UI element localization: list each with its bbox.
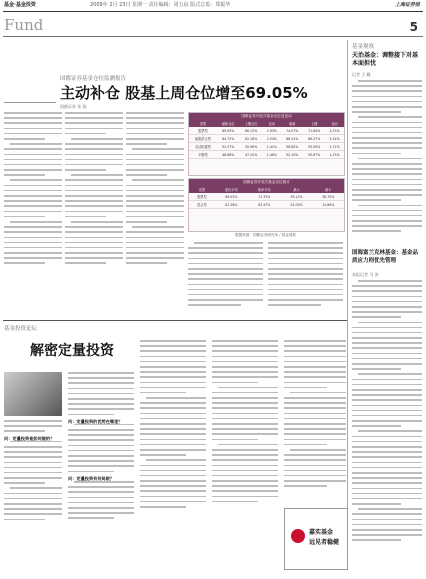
table-1-cell: 2.54% xyxy=(262,135,281,143)
author-photo xyxy=(4,372,62,416)
main-headline: 主动补仓 股基上周仓位增至69.05% xyxy=(60,84,308,102)
table-1-cell: 1.41% xyxy=(262,143,281,151)
table-1-cell: 66.12% xyxy=(240,127,263,135)
table-1-cell: 股票型 xyxy=(189,127,217,135)
main-headline-rule xyxy=(4,86,56,103)
lower-subhead-2: 问：定量投资的优势在哪里？ xyxy=(68,418,123,424)
table-1-header-5: 上期 xyxy=(303,120,325,127)
table-2-header-1: 加权平均 xyxy=(215,186,248,193)
table-1-cell: 平衡型 xyxy=(189,151,217,159)
table-1-header-0: 类型 xyxy=(189,120,217,127)
table-1-header-2: 上期仓位 xyxy=(240,120,263,127)
main-byline: 国都证券 张 翔 xyxy=(60,104,87,109)
side-byline: 记者 王 璐 xyxy=(352,72,371,77)
table-2-cell: 61.28% xyxy=(215,201,248,209)
table-2-row xyxy=(189,193,344,201)
main-text-column-4 xyxy=(188,242,263,312)
lower-right-byline: 本报记者 马 涛 xyxy=(352,272,379,277)
table-2-header-4: 最小 xyxy=(312,186,344,193)
date-line: 2009年 2月 23日 星期一 责任编辑：周五谊 版式总监：郑振华 xyxy=(90,2,231,8)
table-2-row xyxy=(189,201,344,209)
table-2-header-2: 简单平均 xyxy=(248,186,281,193)
table-2-cell: 12.66% xyxy=(312,201,344,209)
table-2-cell: 混合型 xyxy=(189,201,215,209)
section-rule xyxy=(3,36,423,37)
page-label: Fund xyxy=(4,16,44,34)
table-2-cell: 93.12% xyxy=(281,193,313,201)
lower-right-headline: 国海富兰克林基金：基金品质应力则优先管理 xyxy=(352,250,419,264)
table-1-cell: 64.72% xyxy=(217,135,240,143)
page-number: 5 xyxy=(409,20,418,34)
lower-right-text xyxy=(352,280,422,570)
lower-subhead-3: 问：定量投资有何局限？ xyxy=(68,475,115,481)
table-1-header-3: 变动 xyxy=(262,120,281,127)
table-1-cell: 56.80% xyxy=(281,143,303,151)
table-1-cell: 2.23% xyxy=(325,127,344,135)
table-1-cell: 偏股混合型 xyxy=(189,135,217,143)
lower-text-column-2 xyxy=(68,372,134,572)
page-header-bar xyxy=(0,0,426,10)
lower-text-column-3 xyxy=(140,340,206,570)
table-1-cell: 50.96% xyxy=(240,143,263,151)
table-1-cell: 71.84% xyxy=(303,127,325,135)
table-2-cell: 69.05% xyxy=(215,193,248,201)
table-1-cell: 47.20% xyxy=(240,151,263,159)
lower-text-column-1 xyxy=(4,420,62,570)
table-1-cell: 69.05% xyxy=(217,127,240,135)
table-2-cell: 91.05% xyxy=(281,201,313,209)
table-1-title: 国都证券开放式基金仓位及变动 xyxy=(189,113,344,120)
table-1-cell: 1.46% xyxy=(262,151,281,159)
section-title: 基金·基金投资 xyxy=(4,2,36,8)
lower-subhead-1: 问：定量投资是如何做的？ xyxy=(4,435,55,441)
table-1-cell: 74.07% xyxy=(281,127,303,135)
side-rubric: 基金观察 xyxy=(352,44,375,50)
advertisement xyxy=(284,508,348,570)
table-1-cell: 1.71% xyxy=(325,143,344,151)
table-1-row xyxy=(189,143,344,151)
lower-rubric: 基金投资论坛 xyxy=(4,326,38,332)
brand-logo-icon xyxy=(291,529,305,543)
mid-rule xyxy=(3,320,347,321)
fund-position-table-1 xyxy=(188,112,345,176)
table-1-cell: 68.41% xyxy=(281,135,303,143)
main-text-column-3 xyxy=(126,112,184,312)
fund-position-table-2 xyxy=(188,178,345,232)
table-1-cell: 55.09% xyxy=(303,143,325,151)
table-2-cell: 股票型 xyxy=(189,193,215,201)
main-text-column-2 xyxy=(65,112,123,312)
table-1-cell: 62.18% xyxy=(240,135,263,143)
table-1-row xyxy=(189,151,344,159)
table-1-header-4: 最新 xyxy=(281,120,303,127)
table-1-header-1: 最新仓位 xyxy=(217,120,240,127)
ad-line-1: 嘉实基金 xyxy=(309,529,334,536)
column-divider xyxy=(347,40,348,540)
table-1-row xyxy=(189,135,344,143)
table-1-header-6: 变动 xyxy=(325,120,344,127)
table-1-cell: 52.37% xyxy=(217,143,240,151)
ad-line-2: 远见者稳健 xyxy=(309,539,340,546)
table-1-cell: 2.14% xyxy=(325,135,344,143)
lower-text-column-5 xyxy=(284,340,346,500)
table-2-cell: 71.33% xyxy=(248,193,281,201)
table-1 xyxy=(189,120,344,159)
main-rubric: 国都证券基金仓位监测报告 xyxy=(60,76,127,82)
header-rule xyxy=(3,11,423,12)
table-1-cell: 1.23% xyxy=(325,151,344,159)
table-2-cell: 63.47% xyxy=(248,201,281,209)
table-1-cell: 52.10% xyxy=(281,151,303,159)
lower-headline: 解密定量投资 xyxy=(30,343,114,359)
table-1-cell: 灵活配置型 xyxy=(189,143,217,151)
table-caption: 数据来源：国都证券研究所 / 基金周报 xyxy=(235,233,296,237)
main-text-column-1 xyxy=(4,112,62,312)
side-text xyxy=(352,80,422,240)
table-2 xyxy=(189,186,344,209)
table-2-title: 国都证券开放式基金仓位统计 xyxy=(189,179,344,186)
table-1-cell: 50.87% xyxy=(303,151,325,159)
table-2-cell: 38.70% xyxy=(312,193,344,201)
newspaper-brand: 上海证券报 xyxy=(394,2,420,8)
table-1-cell: 66.27% xyxy=(303,135,325,143)
table-2-header-3: 最大 xyxy=(281,186,313,193)
main-text-column-5 xyxy=(268,242,343,312)
table-1-row xyxy=(189,127,344,135)
lower-text-column-4 xyxy=(212,340,278,570)
table-1-cell: 2.93% xyxy=(262,127,281,135)
table-2-header-0: 类型 xyxy=(189,186,215,193)
side-headline: 天治基金：调整接下对基本面担忧 xyxy=(352,52,419,67)
table-1-cell: 48.66% xyxy=(217,151,240,159)
